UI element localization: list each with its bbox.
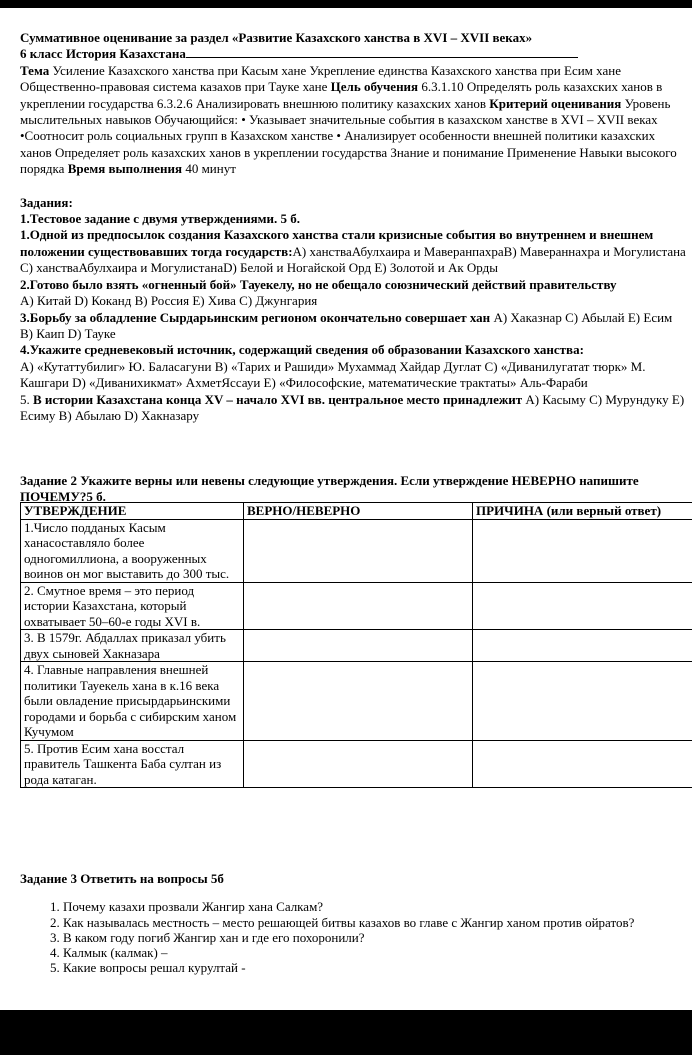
reason-cell[interactable] (473, 519, 692, 582)
task3-section (20, 858, 680, 976)
reason-cell[interactable] (473, 662, 692, 741)
question-2 (20, 277, 688, 310)
column-header-statement: УТВЕРЖДЕНИЕ (21, 503, 244, 520)
question-2-options: А) Китай D) Коканд В) Россия Е) Хива С) Джунгария (20, 293, 318, 309)
list-item: 5. Какие вопросы решал курултай - (63, 960, 680, 975)
list-item: 2. Как называлась местность – место решающей битвы казахов во главе с Жангир ханом против ойратов? (63, 915, 680, 930)
topic-label: Тема (20, 62, 50, 78)
task3-heading: Задание 3 Ответить на вопросы 5б (20, 871, 224, 886)
reason-cell[interactable] (473, 740, 692, 788)
topic-text: Усиление Казахского ханства при Касым хане Укрепление единства Казахского ханства при Есим хане Общественно-правовая система казахов при Тауке хане (20, 62, 621, 95)
statement-cell: 3. В 1579г. Абдаллах приказал убить двух сыновей Хакназара (21, 630, 244, 662)
worksheet-intro (20, 30, 688, 424)
list-item: 3. В каком году погиб Жангир хан и где его похоронили? (63, 930, 680, 945)
question-1-options: А) ханстваАбулхаира и МаверанпахраВ) Мавераннахра и Могулистана С) ханстваАбулхаира и МогулистанаD) Белой и Ногайской Орд Е) Золотой и Ак Орды (20, 243, 686, 276)
statement-cell: 1.Число подданых Касым ханасоставляло более одногомиллиона, а вооруженных воинов он мог выставить до 300 тыс. (21, 519, 244, 582)
question-5-number: 5. (20, 391, 30, 407)
table-row (21, 582, 692, 630)
question-1 (20, 227, 688, 276)
task2-heading: Задание 2 Укажите верны или невены следующие утверждения. Если утверждение НЕВЕРНО напишите ПОЧЕМУ?5 б. (20, 473, 639, 504)
reason-cell[interactable] (473, 630, 692, 662)
criteria-label: Критерий оценивания (489, 95, 622, 111)
tasks-heading: Задания: (20, 194, 73, 210)
question-4-prompt: 4.Укажите средневековый источник, содержащий сведения об образовании Казахского ханства: (20, 342, 584, 358)
page-title: Суммативное оценивание за раздел «Развитие Казахского ханства в XVI – XVII веках» (20, 30, 533, 45)
list-item: 4. Калмык (калмак) – (63, 945, 680, 960)
question-5-options: А) Касыму С) Мурундуку Е) Есиму В) Абылаю D) Хакназару (20, 391, 685, 423)
goal-label: Цель обучения (330, 79, 419, 95)
criteria-text: Уровень мыслительных навыков Обучающийся: • Указывает значительные события в казахском ханстве в XVI – XVII веках •Соотносит роль социальных групп в Казахском ханстве • Анализирует особенности внешней политики казахских ханов Определяет роль казахских ханов в укреплении государства Знание и понимание Применение Навыки высокого порядка (20, 95, 677, 177)
statements-table (20, 502, 692, 788)
reason-cell[interactable] (473, 582, 692, 630)
worksheet-page (0, 8, 692, 1010)
question-1-prompt: 1.Одной из предпосылок создания Казахского ханства стали кризисные события во внутреннем и внешнем положении существовавших тогда государств: (20, 227, 654, 259)
column-header-reason: ПРИЧИНА (или верный ответ) (473, 503, 692, 520)
statement-cell: 5. Против Есим хана восстал правитель Ташкента Баба султан из рода катаган. (21, 740, 244, 788)
list-item: 1. Почему казахи прозвали Жангир хана Салкам? (63, 899, 680, 914)
question-3 (20, 310, 688, 343)
table-row (21, 662, 692, 741)
question-4 (20, 342, 688, 391)
name-blank-line (186, 46, 578, 58)
table-row (21, 519, 692, 582)
task3-question-list (20, 899, 680, 975)
verdict-cell[interactable] (244, 662, 473, 741)
statement-cell: 2. Смутное время – это период истории Казахстана, который охватывает 50–60-е годы XVI в. (21, 582, 244, 630)
question-5-prompt: В истории Казахстана конца XV – начало XVI вв. центральное место принадлежит (33, 391, 523, 407)
time-text: 40 минут (185, 161, 236, 177)
table-row (21, 630, 692, 662)
verdict-cell[interactable] (244, 582, 473, 630)
goal-text: 6.3.1.10 Определять роль казахских ханов в укреплении государства 6.3.2.6 Анализировать внешнюю политику казахских ханов (20, 79, 663, 111)
class-label: 6 класс История Казахстана (20, 46, 186, 62)
table-header-row (21, 503, 692, 520)
column-header-verdict: ВЕРНО/НЕВЕРНО (244, 503, 473, 520)
time-label: Время выполнения (67, 161, 183, 177)
verdict-cell[interactable] (244, 519, 473, 582)
verdict-cell[interactable] (244, 740, 473, 788)
question-4-options: А) «Кутаттубилиг» Ю. Баласагуни В) «Тарих и Рашиди» Мухаммад Хайдар Дуглат С) «Диванилугатат тюрк» М. Кашгари D) «Диванихикмат» АхметЯссауи Е) «Философские, математические трактаты» Аль-Фараби (20, 358, 646, 391)
table-row (21, 740, 692, 788)
verdict-cell[interactable] (244, 630, 473, 662)
statement-cell: 4. Главные направления внешней политики Тауекель хана в к.16 века были овладение присырдарьинскими городами и борьба с сибирским ханом Кучумом (21, 662, 244, 741)
question-3-prompt: 3.Борьбу за обладление Сырдарьинским регионом окончательно совершает хан (20, 309, 491, 325)
meta-block (20, 63, 688, 178)
class-line (20, 46, 688, 62)
task1-title: 1.Тестовое задание с двумя утверждениями. 5 б. (20, 211, 300, 227)
question-2-prompt: 2.Готово было взять «огненный бой» Тауекелу, но не обещало союзнический действий правительству (20, 276, 617, 292)
question-3-options: А) Хаказнар С) Абылай Е) Есим В) Каип D) Тауке (20, 309, 673, 341)
question-5 (20, 392, 688, 425)
